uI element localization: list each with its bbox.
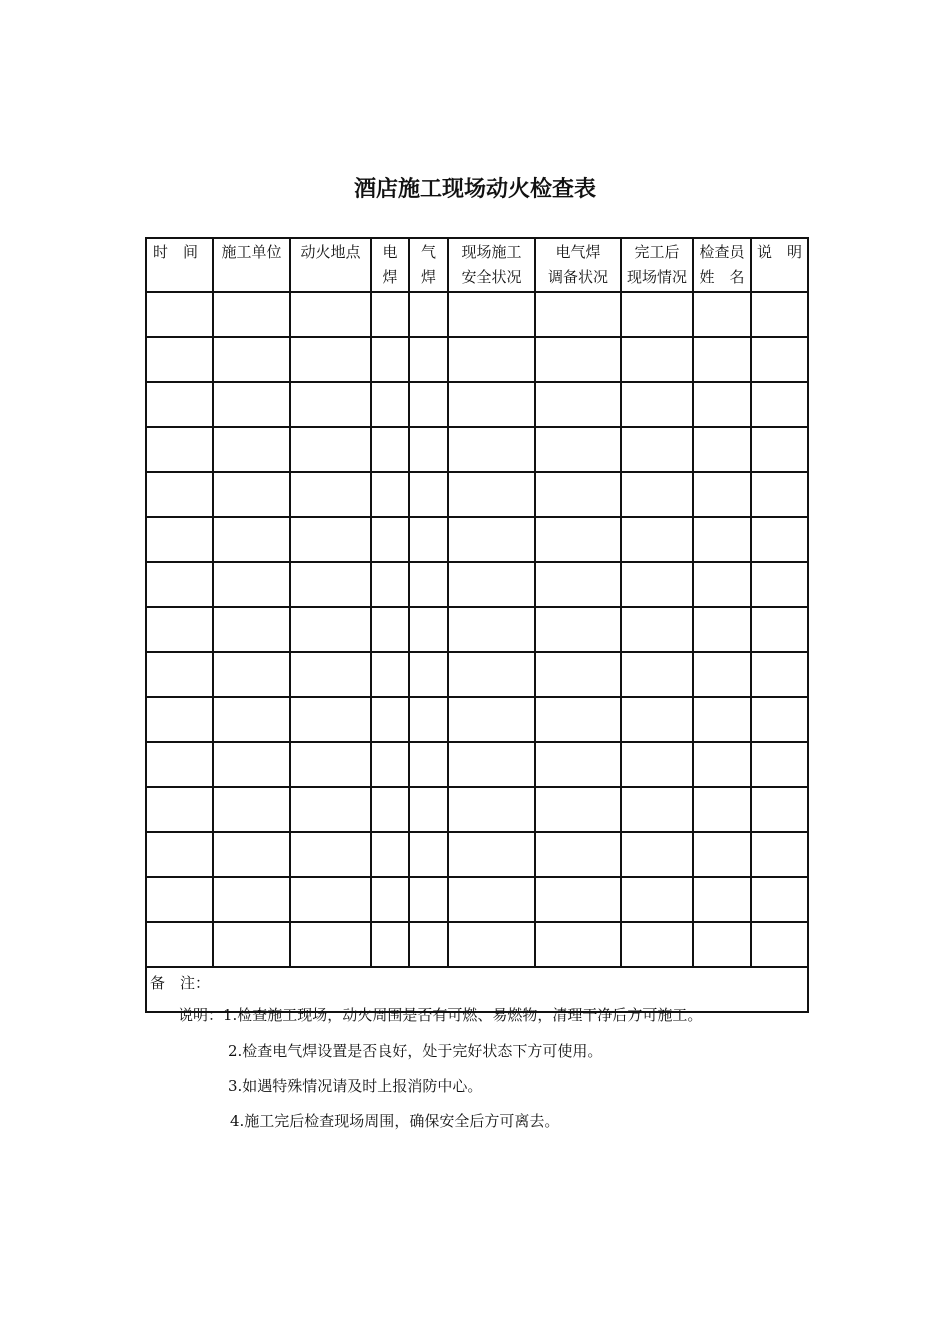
table-cell[interactable] (535, 427, 621, 472)
table-cell[interactable] (371, 472, 409, 517)
table-cell[interactable] (146, 562, 213, 607)
table-row (146, 337, 808, 382)
table-cell[interactable] (535, 877, 621, 922)
table-cell[interactable] (751, 517, 808, 562)
table-cell[interactable] (751, 427, 808, 472)
table-cell[interactable] (290, 562, 371, 607)
table-cell[interactable] (371, 742, 409, 787)
table-cell[interactable] (213, 382, 290, 427)
table-cell[interactable] (213, 877, 290, 922)
table-cell[interactable] (213, 787, 290, 832)
table-cell[interactable] (693, 697, 751, 742)
table-cell[interactable] (535, 337, 621, 382)
table-cell[interactable] (621, 562, 693, 607)
table-cell[interactable] (146, 337, 213, 382)
table-cell[interactable] (213, 292, 290, 337)
table-row (146, 607, 808, 652)
table-row (146, 652, 808, 697)
table-cell[interactable] (693, 742, 751, 787)
table-cell[interactable] (290, 607, 371, 652)
table-cell[interactable] (371, 292, 409, 337)
table-cell[interactable] (213, 337, 290, 382)
table-cell[interactable] (448, 652, 535, 697)
header-row (146, 238, 808, 292)
table-cell[interactable] (448, 832, 535, 877)
table-cell[interactable] (751, 877, 808, 922)
table-cell[interactable] (213, 697, 290, 742)
table-cell[interactable] (371, 337, 409, 382)
table-cell[interactable] (448, 877, 535, 922)
table-cell[interactable] (535, 382, 621, 427)
table-cell[interactable] (621, 652, 693, 697)
table-cell[interactable] (693, 832, 751, 877)
table-cell[interactable] (290, 292, 371, 337)
table-cell[interactable] (146, 382, 213, 427)
table-cell[interactable] (290, 787, 371, 832)
table-body (146, 292, 808, 967)
table-cell[interactable] (213, 517, 290, 562)
table-cell[interactable] (213, 607, 290, 652)
table-cell[interactable] (751, 652, 808, 697)
table-cell[interactable] (693, 787, 751, 832)
table-cell[interactable] (409, 832, 448, 877)
table-cell[interactable] (621, 382, 693, 427)
table-cell[interactable] (751, 292, 808, 337)
instruction-line: 说明：1.检查施工现场，动火周围是否有可燃、易燃物，清理干净后方可施工。 (178, 1006, 703, 1024)
table-cell[interactable] (621, 427, 693, 472)
table-cell[interactable] (409, 382, 448, 427)
col-header-inspector: 检查员 姓 名 (693, 238, 751, 292)
table-cell[interactable] (751, 922, 808, 967)
table-cell[interactable] (371, 382, 409, 427)
table-cell[interactable] (448, 607, 535, 652)
table-cell[interactable] (535, 517, 621, 562)
table-cell[interactable] (409, 922, 448, 967)
table-cell[interactable] (146, 607, 213, 652)
table-cell[interactable] (751, 697, 808, 742)
table-cell[interactable] (693, 517, 751, 562)
table-cell[interactable] (290, 382, 371, 427)
table-cell[interactable] (213, 472, 290, 517)
table-cell[interactable] (448, 517, 535, 562)
table-cell[interactable] (409, 877, 448, 922)
table-cell[interactable] (621, 697, 693, 742)
table-cell[interactable] (448, 427, 535, 472)
table-cell[interactable] (535, 562, 621, 607)
table-cell[interactable] (751, 472, 808, 517)
table-cell[interactable] (146, 517, 213, 562)
table-cell[interactable] (146, 292, 213, 337)
table-cell[interactable] (448, 787, 535, 832)
table-cell[interactable] (290, 832, 371, 877)
table-cell[interactable] (146, 877, 213, 922)
table-cell[interactable] (213, 922, 290, 967)
table-cell[interactable] (693, 652, 751, 697)
table-cell[interactable] (693, 562, 751, 607)
table-cell[interactable] (693, 427, 751, 472)
table-row (146, 922, 808, 967)
table-cell[interactable] (621, 517, 693, 562)
table-row (146, 427, 808, 472)
col-header-unit: 施工单位 (213, 238, 290, 292)
table-cell[interactable] (448, 337, 535, 382)
table-cell[interactable] (290, 697, 371, 742)
table-cell[interactable] (535, 742, 621, 787)
table-cell[interactable] (213, 652, 290, 697)
col-header-site-safety: 现场施工 安全状况 (448, 238, 535, 292)
table-cell[interactable] (448, 697, 535, 742)
table-cell[interactable] (693, 382, 751, 427)
table-cell[interactable] (751, 337, 808, 382)
table-cell[interactable] (409, 517, 448, 562)
table-cell[interactable] (693, 922, 751, 967)
table-cell[interactable] (751, 562, 808, 607)
table-cell[interactable] (146, 472, 213, 517)
table-cell[interactable] (751, 787, 808, 832)
table-cell[interactable] (409, 742, 448, 787)
table-cell[interactable] (146, 832, 213, 877)
table-cell[interactable] (290, 922, 371, 967)
table-cell[interactable] (290, 517, 371, 562)
table-cell[interactable] (621, 742, 693, 787)
table-cell[interactable] (535, 607, 621, 652)
table-cell[interactable] (146, 652, 213, 697)
table-cell[interactable] (693, 877, 751, 922)
table-row (146, 472, 808, 517)
table-row (146, 832, 808, 877)
table-cell[interactable] (693, 292, 751, 337)
table-cell[interactable] (409, 787, 448, 832)
table-cell[interactable] (290, 337, 371, 382)
table-cell[interactable] (371, 517, 409, 562)
instruction-line: 4.施工完后检查现场周围，确保安全后方可离去。 (230, 1112, 560, 1130)
table-cell[interactable] (693, 337, 751, 382)
table-row (146, 877, 808, 922)
table-cell[interactable] (146, 697, 213, 742)
table-cell[interactable] (409, 607, 448, 652)
table-row (146, 517, 808, 562)
col-header-electric-weld: 电 焊 (371, 238, 409, 292)
table-cell[interactable] (448, 472, 535, 517)
table-cell[interactable] (290, 652, 371, 697)
table-cell[interactable] (621, 877, 693, 922)
table-cell[interactable] (371, 877, 409, 922)
table-cell[interactable] (535, 787, 621, 832)
table-cell[interactable] (535, 652, 621, 697)
table-cell[interactable] (751, 382, 808, 427)
table-cell[interactable] (409, 337, 448, 382)
table-cell[interactable] (371, 652, 409, 697)
table-cell[interactable] (535, 292, 621, 337)
instruction-line: 3.如遇特殊情况请及时上报消防中心。 (228, 1077, 483, 1095)
table-cell[interactable] (371, 607, 409, 652)
table-row (146, 562, 808, 607)
table-cell[interactable] (621, 292, 693, 337)
table-cell[interactable] (751, 832, 808, 877)
table-cell[interactable] (535, 472, 621, 517)
table-cell[interactable] (621, 472, 693, 517)
col-header-note: 说 明 (751, 238, 808, 292)
table-cell[interactable] (371, 562, 409, 607)
table-cell[interactable] (448, 292, 535, 337)
table-cell[interactable] (621, 337, 693, 382)
table-cell[interactable] (751, 742, 808, 787)
table-cell[interactable] (146, 427, 213, 472)
table-cell[interactable] (535, 922, 621, 967)
table-cell[interactable] (448, 382, 535, 427)
page-title: 酒店施工现场动火检查表 (353, 177, 596, 202)
col-header-after-work: 完工后 现场情况 (621, 238, 693, 292)
col-header-gas-weld: 气 焊 (409, 238, 448, 292)
table-cell[interactable] (409, 472, 448, 517)
table-cell[interactable] (693, 472, 751, 517)
inspection-table (145, 237, 809, 1013)
table-cell[interactable] (693, 607, 751, 652)
table-cell[interactable] (146, 787, 213, 832)
table-cell[interactable] (409, 427, 448, 472)
table-cell[interactable] (621, 832, 693, 877)
table-cell[interactable] (535, 832, 621, 877)
table-cell[interactable] (409, 652, 448, 697)
table-cell[interactable] (290, 427, 371, 472)
col-header-time: 时 间 (146, 238, 213, 292)
col-header-equipment: 电气焊 调备状况 (535, 238, 621, 292)
table-cell[interactable] (409, 562, 448, 607)
table-cell[interactable] (535, 697, 621, 742)
col-header-location: 动火地点 (290, 238, 371, 292)
table-cell[interactable] (213, 562, 290, 607)
table-cell[interactable] (146, 922, 213, 967)
table-cell[interactable] (290, 472, 371, 517)
table-cell[interactable] (290, 877, 371, 922)
remarks-label: 备 注： (150, 974, 211, 992)
table-cell[interactable] (448, 562, 535, 607)
table-cell[interactable] (371, 787, 409, 832)
table-cell[interactable] (146, 742, 213, 787)
table-cell[interactable] (409, 697, 448, 742)
table-cell[interactable] (621, 922, 693, 967)
table-cell[interactable] (448, 922, 535, 967)
table-cell[interactable] (213, 742, 290, 787)
table-cell[interactable] (371, 697, 409, 742)
table-cell[interactable] (448, 742, 535, 787)
table-cell[interactable] (621, 607, 693, 652)
table-row (146, 382, 808, 427)
table-row (146, 787, 808, 832)
table-row (146, 292, 808, 337)
table-cell[interactable] (213, 427, 290, 472)
table-cell[interactable] (751, 607, 808, 652)
table-row (146, 742, 808, 787)
table-cell[interactable] (621, 787, 693, 832)
table-cell[interactable] (371, 832, 409, 877)
table-row (146, 697, 808, 742)
instruction-line: 2.检查电气焊设置是否良好，处于完好状态下方可使用。 (228, 1042, 603, 1060)
table-cell[interactable] (371, 427, 409, 472)
table-cell[interactable] (409, 292, 448, 337)
table-cell[interactable] (290, 742, 371, 787)
table-cell[interactable] (371, 922, 409, 967)
table-cell[interactable] (213, 832, 290, 877)
